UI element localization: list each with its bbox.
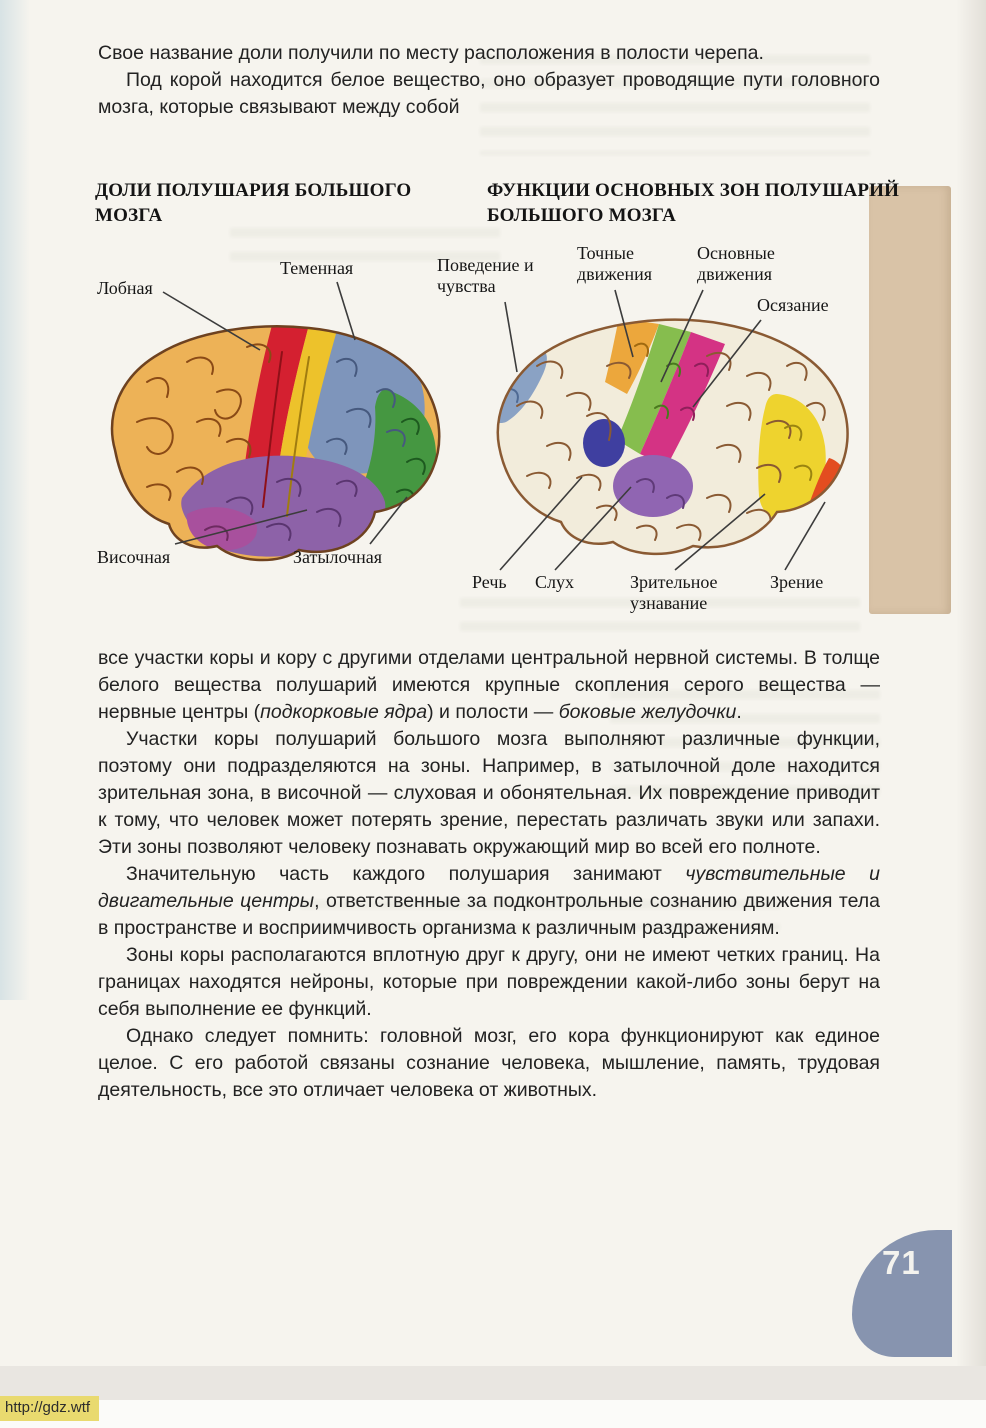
label-behavior-zone: Поведение и чувства — [437, 255, 534, 296]
label-touch-zone: Осязание — [757, 295, 829, 315]
label-vision-zone: Зрение — [770, 572, 824, 592]
body-text-block — [98, 645, 880, 1104]
label-frontal-lobe: Лобная — [97, 278, 153, 298]
scan-bottom-margin — [0, 1400, 986, 1428]
page-number-badge — [852, 1230, 952, 1357]
body-paragraph: все участки коры и кору с другими отделами центральной нервной системы. В толще белого вещества полушарий имеются крупные скопления серого вещества — нервные центры (подкорковые ядра) и полости — боковые желудочки. — [98, 647, 880, 723]
brain-figure — [85, 180, 910, 648]
label-hearing-zone: Слух — [535, 572, 574, 592]
label-basic-movements-zone: Основные движения — [697, 243, 775, 284]
label-temporal-lobe: Височная — [97, 547, 171, 567]
watermark: http://gdz.wtf — [0, 1396, 99, 1421]
label-fine-movements-zone: Точные движения — [577, 243, 653, 284]
page-number: 71 — [882, 1244, 921, 1281]
figure-title-zones: ФУНКЦИИ ОСНОВНЫХ ЗОН ПОЛУШАРИЙ БОЛЬШОГО МОЗГА — [487, 180, 900, 226]
page-edge-shadow — [956, 0, 986, 1428]
label-parietal-lobe: Теменная — [280, 258, 354, 278]
body-paragraph: Участки коры полушарий большого мозга выполняют различные функции, поэтому они подразделяются на зоны. Например, в затылочной доле находится зрительная зона, в височной — слуховая и обонятельная. Их повреждение приводит к тому, что человек может потерять зрение, перестать различать звуки или запахи. Эти зоны позволяют человеку познавать окружающий мир во всей его полноте. — [98, 728, 880, 858]
body-paragraph: Однако следует помнить: головной мозг, его кора функционируют как единое целое. С его работой связаны сознание человека, мышление, память, трудовая деятельность, все это отличает человека от животных. — [98, 1025, 880, 1101]
intro-paragraph-2: Под корой находится белое вещество, оно образует проводящие пути головного мозга, которые связывают между собой — [98, 69, 880, 118]
body-paragraph: Значительную часть каждого полушария занимают чувствительные и двигательные центры, ответственные за подконтрольные сознанию движения тела в пространстве и восприимчивость организма к различным раздражениям. — [98, 863, 881, 939]
book-gutter-shadow — [0, 0, 30, 1000]
scan-bottom-band — [0, 1366, 986, 1400]
body-paragraph: Зоны коры располагаются вплотную друг к другу, они не имеют четких границ. На границах находятся нейроны, которые при повреждении какой-либо зоны берут на себя выполнение ее функций. — [98, 944, 880, 1020]
intro-paragraph-1: Свое название доли получили по месту расположения в полости черепа. — [98, 42, 764, 64]
intro-text-block — [98, 40, 880, 121]
figure-title-lobes: ДОЛИ ПОЛУШАРИЯ БОЛЬШОГО МОЗГА — [95, 180, 412, 226]
label-occipital-lobe: Затылочная — [293, 547, 382, 567]
label-visual-recognition-zone: Зрительное узнавание — [630, 572, 718, 613]
label-speech-zone: Речь — [472, 572, 507, 592]
